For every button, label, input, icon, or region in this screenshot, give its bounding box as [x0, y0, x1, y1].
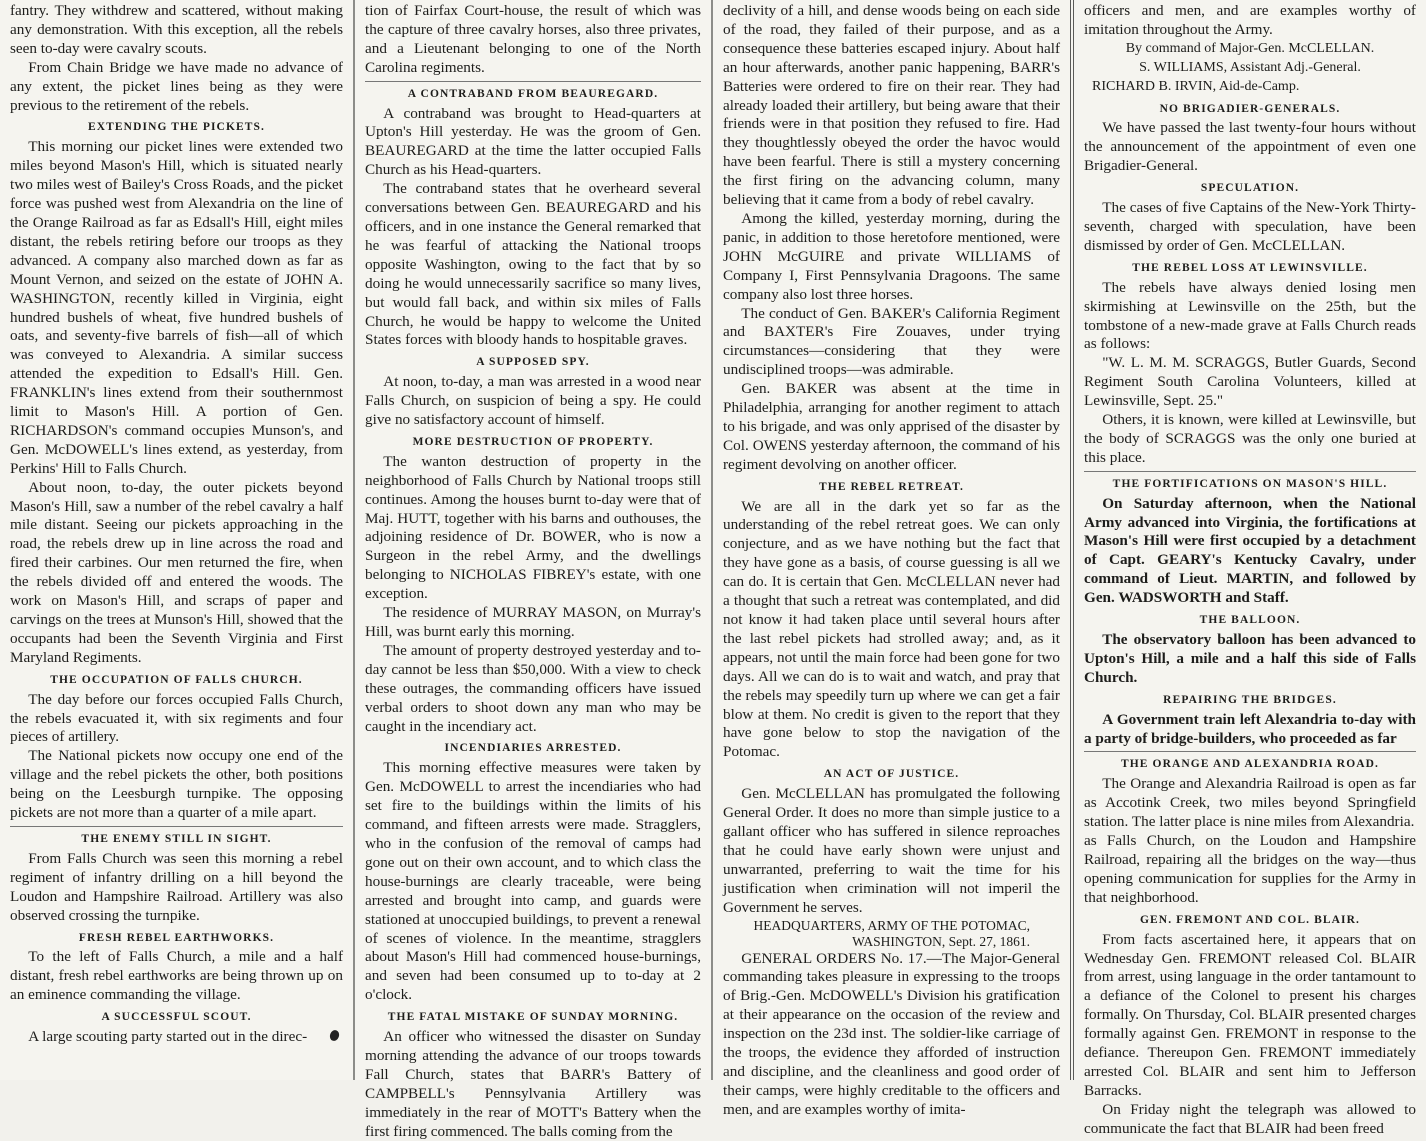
- paragraph: "W. L. M. M. SCRAGGS, Butler Guards, Second Regiment South Carolina Volunteers, killed at Lewinsville, Sept. 25.": [1084, 354, 1416, 410]
- paragraph: We have passed the last twenty-four hours without the announcement of the appointment of even one Brigadier-General.: [1084, 119, 1416, 175]
- paragraph: On Saturday afternoon, when the National Army advanced into Virginia, the fortifications at Mason's Hill were first occupied by a detachment of Capt. GEARY's Kentucky Cavalry, under command of Lieut. MARTIN, and followed by Gen. WADSWORTH and Staff.: [1084, 494, 1416, 607]
- paragraph: The observatory balloon has been advanced to Upton's Hill, a mile and a half this side of Falls Church.: [1084, 631, 1416, 686]
- section-heading: SPECULATION.: [1200, 182, 1300, 195]
- column-1: [0, 0, 353, 1080]
- paragraph: On Friday night the telegraph was allowed to communicate the fact that BLAIR had been freed: [1084, 1100, 1416, 1137]
- paragraph: This morning effective measures were taken by Gen. McDOWELL to arrest the incendiaries who had set fire to the buildings within the limits of his command, and fifteen arrests were made. Stragglers, who in the confusion of the removal of camps had gone out on their own account, and to which class the house-burnings are clearly traceable, were being arrested and brought into camp, and guards were stationed at unoccupied buildings, to prevent a renewal of scenes of violence. In the meantime, stragglers about Mason's Hill had commenced house-burnings, and seven had been consumed up to to-day at 2 o'clock.: [365, 759, 701, 1004]
- paragraph: From facts ascertained here, it appears that on Wednesday Gen. FREMONT released Col. BLAIR from arrest, using language in the order tantamount to a defiance of the Colonel to present his charges formally. On Thursday, Col. BLAIR presented charges formally against Gen. FREMONT in response to the defiance. Thereupon Gen. FREMONT immediately arrested Col. BLAIR and sent him to Jefferson Barracks.: [1084, 930, 1416, 1099]
- section-heading: REPAIRING THE BRIDGES.: [1163, 693, 1337, 706]
- section-heading: AN ACT OF JUSTICE.: [823, 768, 960, 781]
- paragraph: This morning our picket lines were extended two miles beyond Mason's Hill, which is situated nearly two miles west of Bailey's Cross Roads, and the picket force was pushed west from Alexandria on the line of the Orange Railroad as far as Edsall's Hill, eight miles distant, the rebels retiring before our troops as they advanced. A company also marched down as far as Mount Vernon, and seized on the estate of JOHN A. WASHINGTON, recently killed in Virginia, eight hundred bushels of wheat, five hundred bushels of oats, and seventy-five barrels of fish—all of which was conveyed to Alexandria. A similar success attended the expedition to Edsall's Hill. Gen. FRANKLIN's lines extend from their southernmost limit to Mason's Hill. A portion of Gen. RICHARDSON's command occupies Munson's, and Gen. McDOWELL's lines extend, as yesterday, from Perkins' Hill to Falls Church.: [10, 138, 343, 477]
- paragraph: A large scouting party started out in the direc-: [28, 1028, 308, 1046]
- paragraph: fantry. They withdrew and scattered, without making any demonstration. With this exception, all the rebels seen to-day were cavalry scouts.: [10, 2, 343, 57]
- signature-line: S. WILLIAMS, Assistant Adj.-General.: [1139, 59, 1361, 75]
- paragraph: At noon, to-day, a man was arrested in a wood near Falls Church, on suspicion of being a spy. He could give no satisfactory account of himself.: [365, 373, 701, 429]
- paragraph: The Orange and Alexandria Railroad is open as far as Accotink Creek, two miles beyond Springfield station. The latter place is nine miles from Alexandria.: [1084, 775, 1416, 831]
- section-heading: THE REBEL LOSS AT LEWINSVILLE.: [1132, 261, 1368, 274]
- section-heading: GEN. FREMONT AND COL. BLAIR.: [1139, 913, 1361, 926]
- section-heading: A SUCCESSFUL SCOUT.: [101, 1011, 252, 1024]
- paragraph: A Government train left Alexandria to-day with a party of bridge-builders, who proceeded as far: [1084, 710, 1416, 747]
- signature-line: By command of Major-Gen. McCLELLAN.: [1125, 40, 1375, 56]
- paragraph: declivity of a hill, and dense woods being on each side of the road, they failed of their purpose, and as a consequence these batteries escaped injury. About half an hour afterwards, another panic happening, BARR's Batteries were ordered to fire on their rear. They had already loaded their artillery, but being aware that their friends were in that position they refused to fire. Had they thoughtlessly obeyed the order the havoc would have been fearful. There is still a mystery concerning the first firing on the advancing column, many believing that it came from a body of rebel cavalry.: [723, 2, 1060, 209]
- paragraph: The wanton destruction of property in the neighborhood of Falls Church by National troops still continues. Among the houses burnt to-day were that of Maj. HUTT, together with his barns and outhouses, the adjoining residence of Dr. BOWER, who is now a Surgeon in the rebel Army, and the dwellings belonging to NICHOLAS FIBREY's estate, with one exception.: [365, 452, 701, 603]
- paragraph: Among the killed, yesterday morning, during the panic, in addition to those heretofore mentioned, were JOHN McGUIRE and private WILLIAMS of Company I, First Pennsylvania Dragoons. The same company also lost three horses.: [723, 209, 1060, 303]
- paragraph: About noon, to-day, the outer pickets beyond Mason's Hill, saw a number of the rebel cavalry a half mile distant. Seeing our pickets approaching in the road, the rebels drew up in line across the road and fired their carbines. Our men returned the fire, when the rebels divided off and entered the woods. The work on Mason's Hill, and scraps of paper and carvings on the trees at Munson's Hill, showed that the occupants had been the Seventh Virginia and First Maryland Regiments.: [10, 478, 343, 666]
- section-heading: THE FORTIFICATIONS ON MASON'S HILL.: [1084, 471, 1416, 494]
- paragraph: Others, it is known, were killed at Lewinsville, but the body of SCRAGGS was the only one buried at this place.: [1084, 411, 1416, 466]
- section-heading: THE BALLOON.: [1199, 614, 1301, 627]
- section-heading: INCENDIARIES ARRESTED.: [444, 742, 622, 755]
- column-3: [711, 0, 1070, 1118]
- paragraph: A contraband was brought to Head-quarters at Upton's Hill yesterday. He was the groom of Gen. BEAUREGARD at the time the latter occupied Falls Church as his Head-quarters.: [365, 104, 701, 179]
- paragraph: as Falls Church, on the Loudon and Hampshire Railroad, repairing all the bridges on the way—thus opening communication for supplies for the Army in that neighborhood.: [1084, 832, 1416, 906]
- section-heading: A CONTRABAND FROM BEAUREGARD.: [365, 81, 701, 104]
- paragraph: To the left of Falls Church, a mile and a half distant, fresh rebel earthworks are being thrown up on an eminence commanding the village.: [10, 948, 343, 1004]
- paragraph: tion of Fairfax Court-house, the result of which was the capture of three cavalry horses, also three privates, and a Lieutenant belonging to one of the North Carolina regiments.: [365, 2, 701, 76]
- dateline-place-date: WASHINGTON, Sept. 27, 1861.: [852, 933, 1030, 949]
- section-heading: MORE DESTRUCTION OF PROPERTY.: [412, 435, 654, 448]
- paragraph: The National pickets now occupy one end of the village and the rebel pickets the other, both positions being on the Leesburgh turnpike. The opposing pickets are not more than a quarter of a mile apart.: [10, 747, 343, 822]
- paragraph: officers and men, and are examples worthy of imitation throughout the Army.: [1084, 2, 1416, 38]
- paragraph: From Chain Bridge we have made no advance of any extent, the picket lines being as they were previous to the retirement of the rebels.: [10, 58, 343, 114]
- section-heading: EXTENDING THE PICKETS.: [87, 121, 266, 134]
- section-heading: NO BRIGADIER-GENERALS.: [1159, 102, 1341, 115]
- paragraph: GENERAL ORDERS No. 17.—The Major-General commanding takes pleasure in expressing to the troops of Brig.-Gen. McDOWELL's Division his gratification at their appearance on the occasion of the review and inspection on the 23d inst. The soldier-like carriage of the troops, the evidence they afforded of instruction and discipline, and the cleanliness and good order of their camps, were highly creditable to the officers and men, and are examples worthy of imita-: [723, 949, 1060, 1118]
- paragraph: The cases of five Captains of the New-York Thirty-seventh, charged with speculation, have been dismissed by order of Gen. McCLELLAN.: [1084, 199, 1416, 254]
- paragraph: The day before our forces occupied Falls Church, the rebels evacuated it, with six regiments and four pieces of artillery.: [10, 690, 343, 746]
- paragraph: From Falls Church was seen this morning a rebel regiment of infantry drilling on a hill beyond the Loudon and Hampshire Railroad. Artillery was also observed crossing the turnpike.: [10, 849, 343, 924]
- paragraph: We are all in the dark yet so far as the understanding of the rebel retreat goes. We can only conjecture, and as we have nothing but the fact that they have gone as a basis, of course guessing is all we can do. It is certain that Gen. McCLELLAN never had a thought that such a retreat was contemplated, and did not know it had taken place until several hours after the last rebel pickets had strolled away; and, as it appears, not until the main force had been gone for two days. All we can do is to wait and watch, and pray that the rebels may speedily turn up where we can get a fair blow at them. No credit is given to the report that they have gone below to stop the navigation of the Potomac.: [723, 497, 1060, 761]
- paragraph: The amount of property destroyed yesterday and to-day cannot be less than $50,000. With a view to check these outrages, the commanding officers have issued verbal orders to shoot down any man who may be caught in the incendiary act.: [365, 641, 701, 735]
- column-4: [1070, 0, 1426, 1137]
- paragraph: An officer who witnessed the disaster on Sunday morning attending the advance of our troops towards Fall Church, states that BARR's Battery of CAMPBELL's Pennsylvania Artillery was immediately in the rear of MOTT's Battery when the first firing commenced. The balls coming from the: [365, 1028, 701, 1140]
- section-heading: A SUPPOSED SPY.: [476, 356, 590, 369]
- section-heading: FRESH REBEL EARTHWORKS.: [78, 931, 275, 944]
- paragraph: The contraband states that he overheard several conversations between Gen. BEAUREGARD and his officers, and in one instance the General remarked that he was fearful of attacking the National troops opposite Washington, owing to the fact that by so doing he would unnecessarily sacrifice so many lives, but would fall back, and within six miles of Falls Church, he would be happy to welcome the United States forces with bloody hands to hospitable graves.: [365, 180, 701, 349]
- paragraph: The residence of MURRAY MASON, on Murray's Hill, was burnt early this morning.: [365, 604, 701, 640]
- paragraph: Gen. BAKER was absent at the time in Philadelphia, arranging for another regiment to attach to his brigade, and was only apprised of the disaster by Col. OWENS yesterday afternoon, the command of his regiment devolving on another officer.: [723, 380, 1060, 473]
- section-heading: THE FATAL MISTAKE OF SUNDAY MORNING.: [387, 1011, 679, 1024]
- paragraph: The conduct of Gen. BAKER's California Regiment and BAXTER's Fire Zouaves, under trying circumstances—considering that they were undisciplined troops—was admirable.: [723, 304, 1060, 379]
- section-heading: THE ORANGE AND ALEXANDRIA ROAD.: [1084, 751, 1416, 774]
- section-heading: THE OCCUPATION OF FALLS CHURCH.: [50, 673, 303, 686]
- paragraph: Gen. McCLELLAN has promulgated the following General Order. It does no more than simple justice to a gallant officer who has suffered in silence reproaches that he could have early shown were unjust and unwarranted, preferring to wait the time for his justification when crimination will not imperil the Government he serves.: [723, 785, 1060, 916]
- dateline-headquarters: HEADQUARTERS, ARMY OF THE POTOMAC,: [753, 917, 1030, 933]
- section-heading: THE ENEMY STILL IN SIGHT.: [10, 826, 343, 849]
- section-heading: THE REBEL RETREAT.: [819, 480, 964, 493]
- column-2: [353, 0, 711, 1140]
- signature-line: RICHARD B. IRVIN, Aid-de-Camp.: [1092, 78, 1300, 94]
- paragraph: The rebels have always denied losing men skirmishing at Lewinsville on the 25th, but the tombstone of a new-made grave at Falls Church reads as follows:: [1084, 278, 1416, 353]
